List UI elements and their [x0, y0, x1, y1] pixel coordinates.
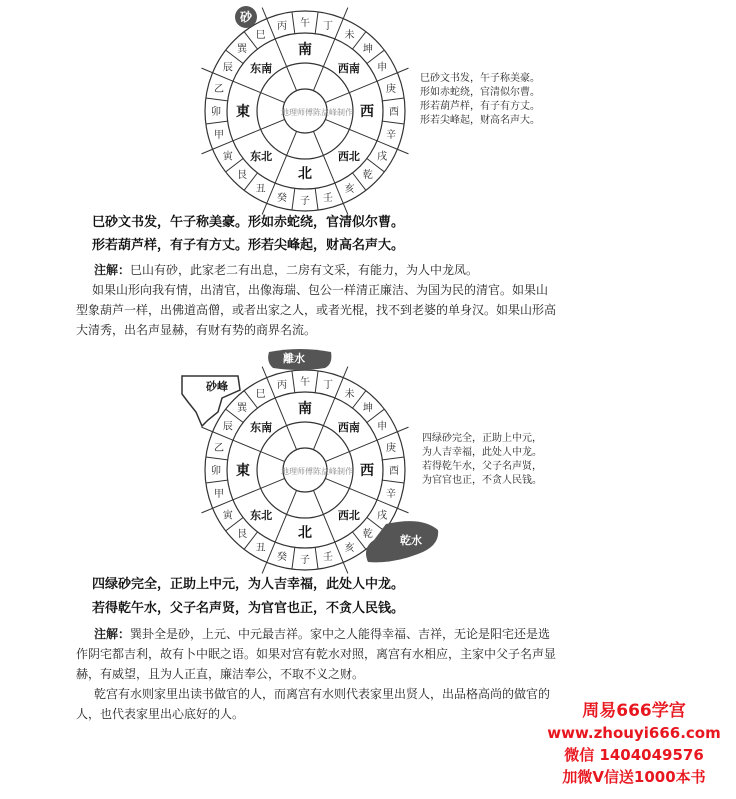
compass-mountain-label: 坤: [362, 403, 373, 415]
compass-direction-label: 西: [360, 104, 374, 120]
label-sand-peak: 砂峰: [206, 380, 228, 393]
compass-direction-label: 西南: [337, 421, 360, 435]
compass-direction-label: 東: [236, 104, 250, 120]
compass-tick: [267, 542, 275, 562]
compass-tick: [213, 500, 233, 508]
compass-direction-label: 北: [298, 525, 312, 541]
compass-spike: [397, 427, 408, 432]
compass-tick: [206, 480, 228, 483]
compass-mountain-label: 甲: [214, 489, 225, 501]
compass-mountain-label: 癸: [276, 551, 287, 563]
compass-mountain-label: 辰: [222, 62, 233, 74]
compass-tick: [206, 457, 228, 460]
ad-watermark: 周易666学宫 www.zhouyi666.com 微信 1404049576 加微V信送1000本书: [547, 701, 721, 786]
compass-mountain-label: 庚: [385, 442, 396, 454]
compass-direction-label: 西: [360, 463, 374, 479]
compass-mountain-label: 乾: [362, 528, 373, 540]
compass-mountain-label: 乙: [214, 442, 225, 454]
compass-tick: [206, 98, 228, 101]
compass-tick: [292, 547, 295, 569]
compass-mountain-label: 辰: [222, 421, 233, 433]
compass-spike: [202, 149, 213, 154]
annotation-paragraph-2: 注解：巽卦全是砂，上元、中元最吉祥。家中之人能得幸福、吉祥，无论是阳宅还是选 作阴宅都吉利，故有卜中眠之语。如果对宫有乾水对照，离宫有水相应，主家中父子名声显 赫，有威望，且为人正直，廉洁奉公，不取不义之财。 乾宫有水则家里出读书做官的人，而离宫有水则代表家里出贤人，出品格高尚的做官的 人，也代表家里出心底好的人。: [76, 627, 557, 721]
compass-tick: [382, 480, 404, 483]
compass-tick: [292, 371, 295, 393]
compass-mountain-label: 巽: [237, 403, 248, 415]
compass-direction-label: 东北: [250, 508, 273, 522]
compass-mountain-label: 卯: [211, 466, 221, 477]
compass-direction-label: 東: [236, 463, 250, 479]
compass-mountain-label: 丙: [276, 21, 287, 33]
compass-tick: [292, 188, 295, 210]
compass-mountain-label: 甲: [214, 130, 225, 142]
annotation-paragraph-1: 注解：巳山有砂，此家老二有出息，二房有文采，有能力，为人中龙凤。 如果山形向我有情，出清官，出像海瑞、包公一样清正廉洁、为国为民的清官。如果山 型象葫芦一样，出佛道高僧，或者出家之人，或者光棍，找不到老婆的单身汉。如果山形高 大清秀，出名声显赫，有财有势的商界名流。: [76, 263, 557, 337]
compass-mountain-label: 壬: [323, 551, 334, 563]
compass-mountain-label: 丑: [255, 184, 266, 196]
compass-mountain-label: 子: [300, 555, 310, 566]
compass-spike: [343, 367, 348, 378]
compass-mountain-label: 酉: [389, 466, 399, 477]
compass-mountain-label: 丙: [276, 380, 287, 392]
compass-tick: [292, 12, 295, 34]
compass-spike: [262, 562, 267, 573]
compass-spike: [397, 508, 408, 513]
compass-mountain-label: 艮: [237, 528, 248, 540]
compass-tick: [267, 19, 275, 39]
compass-mountain-label: 未: [344, 29, 355, 41]
compass-tick: [335, 378, 343, 398]
compass-mountain-label: 丑: [255, 543, 266, 555]
compass-tick: [315, 371, 318, 393]
compass-tick: [213, 141, 233, 149]
compass-tick: [267, 183, 275, 203]
compass-spike: [397, 149, 408, 154]
verse-line: 若得乾午水，父子名声贤，为官官也正，不贪人民钱。: [92, 601, 405, 616]
compass-watermark: 地理师傅陈益峰制作: [281, 467, 353, 476]
diagram1-caption: 巳砂文书发，午子称美豪。 形如赤蛇绕，官清似尔曹。 形若葫芦样，有子有方丈。 形若尖峰起，财高名声大。: [420, 73, 540, 126]
compass-tick: [335, 183, 343, 203]
compass-mountain-label: 酉: [389, 107, 399, 118]
compass-tick: [213, 432, 233, 440]
compass-tick: [267, 378, 275, 398]
compass-direction-label: 西南: [337, 62, 360, 76]
compass-tick: [335, 19, 343, 39]
diagram2-caption: 四绿砂完全，正助上中元， 为人吉幸福，此处人中龙。 若得乾午水，父子名声贤， 为官官也正，不贪人民钱。: [422, 433, 542, 486]
compass-mountain-label: 寅: [222, 151, 233, 163]
compass-tick: [206, 121, 228, 124]
compass-mountain-label: 巳: [255, 388, 266, 400]
verse-line: 形若葫芦样，有子有方丈。形若尖峰起，财高名声大。: [92, 238, 405, 253]
compass-mountain-label: 乾: [362, 169, 373, 181]
compass-mountain-label: 午: [300, 377, 310, 388]
compass-tick: [377, 73, 397, 81]
compass-spike: [397, 68, 408, 73]
compass-mountain-label: 辛: [385, 130, 396, 142]
compass-spike: [202, 68, 213, 73]
compass-spike: [343, 203, 348, 214]
compass-direction-label: 南: [298, 401, 312, 417]
compass-direction-label: 东南: [250, 421, 273, 435]
verse-line: 巳砂文书发，午子称美豪。形如赤蛇绕，官清似尔曹。: [92, 215, 405, 230]
sand-badge: 砂: [235, 6, 257, 28]
compass-mountain-label: 艮: [237, 169, 248, 181]
compass-direction-label: 西北: [337, 149, 360, 163]
compass-direction-label: 南: [298, 42, 312, 58]
compass-mountain-label: 辛: [385, 489, 396, 501]
compass-mountain-label: 寅: [222, 510, 233, 522]
compass-direction-label: 北: [298, 166, 312, 182]
compass-diagram-1: [200, 6, 410, 216]
compass-mountain-label: 丁: [323, 21, 334, 33]
compass-mountain-label: 戌: [377, 510, 388, 522]
compass-tick: [382, 98, 404, 101]
label-qian-water: 乾水: [400, 534, 422, 547]
compass-mountain-label: 壬: [323, 192, 334, 204]
compass-mountain-label: 亥: [344, 184, 355, 196]
compass-spike: [343, 8, 348, 19]
compass-mountain-label: 申: [377, 62, 388, 74]
compass-mountain-label: 癸: [276, 192, 287, 204]
compass-tick: [382, 121, 404, 124]
compass-direction-label: 东南: [250, 62, 273, 76]
compass-mountain-label: 巳: [255, 29, 266, 41]
compass-direction-label: 西北: [337, 508, 360, 522]
verse-line: 四绿砂完全，正助上中元，为人吉幸福，此处人中龙。: [92, 577, 405, 592]
compass-watermark: 地理师傅陈益峰制作: [281, 108, 353, 117]
compass-tick: [315, 188, 318, 210]
compass-tick: [377, 500, 397, 508]
compass-mountain-label: 丁: [323, 380, 334, 392]
compass-mountain-label: 戌: [377, 151, 388, 163]
compass-mountain-label: 申: [377, 421, 388, 433]
compass-mountain-label: 巽: [237, 44, 248, 56]
compass-tick: [315, 547, 318, 569]
compass-tick: [315, 12, 318, 34]
compass-mountain-label: 卯: [211, 107, 221, 118]
compass-direction-label: 东北: [250, 149, 273, 163]
compass-spike: [343, 562, 348, 573]
compass-spike: [262, 8, 267, 19]
compass-tick: [335, 542, 343, 562]
compass-spike: [202, 508, 213, 513]
compass-mountain-label: 子: [300, 196, 310, 207]
compass-tick: [213, 73, 233, 81]
compass-mountain-label: 未: [344, 388, 355, 400]
compass-mountain-label: 亥: [344, 543, 355, 555]
compass-tick: [382, 457, 404, 460]
compass-mountain-label: 坤: [362, 44, 373, 56]
compass-tick: [377, 432, 397, 440]
label-li-water: 離水: [283, 352, 305, 365]
compass-spike: [262, 203, 267, 214]
compass-tick: [377, 141, 397, 149]
compass-mountain-label: 乙: [214, 83, 225, 95]
compass-mountain-label: 午: [300, 18, 310, 29]
compass-mountain-label: 庚: [385, 83, 396, 95]
